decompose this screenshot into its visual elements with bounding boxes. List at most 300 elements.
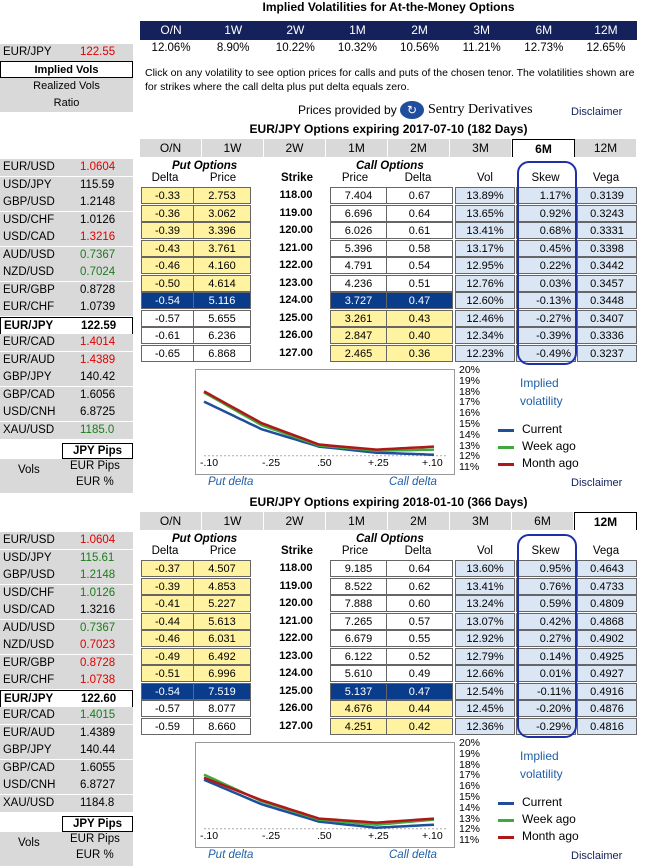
put-price-cell[interactable]: 5.227 — [193, 595, 251, 612]
pair-name: EUR/USD — [3, 534, 55, 546]
atm-tenor-3[interactable]: 1M — [349, 23, 366, 37]
tab-1w[interactable]: 1W — [202, 139, 264, 157]
x-tick-label: -.25 — [262, 830, 281, 842]
left-pair-usdchf[interactable] — [0, 585, 133, 602]
strike-cell: 118.00 — [279, 562, 313, 574]
atm-tenor-2[interactable]: 2W — [286, 23, 305, 37]
call-delta-cell[interactable]: 0.51 — [386, 275, 453, 292]
left-pair-gbpcad[interactable] — [0, 387, 133, 404]
left-pair-gbpjpy[interactable] — [0, 369, 133, 386]
put-delta-axis-label: Put delta — [208, 849, 254, 861]
call-price-cell[interactable]: 2.847 — [330, 327, 387, 344]
header-skew: Skew — [531, 545, 560, 557]
put-price-cell[interactable]: 6.031 — [193, 630, 251, 647]
left-pair-eurusd[interactable] — [0, 159, 133, 176]
call-delta-cell[interactable]: 0.64 — [386, 205, 453, 222]
atm-vol-2[interactable]: 10.22% — [275, 42, 315, 54]
vol-cell[interactable]: 13.17% — [455, 240, 515, 257]
header-vega: Vega — [592, 545, 620, 557]
put-delta-cell[interactable]: -0.65 — [141, 345, 194, 362]
call-delta-cell[interactable]: 0.44 — [386, 700, 453, 717]
put-price-cell[interactable]: 6.996 — [193, 665, 251, 682]
left-pair-eurgbp[interactable] — [0, 282, 133, 299]
put-price-cell[interactable]: 5.655 — [193, 310, 251, 327]
pair-name: GBP/JPY — [3, 371, 52, 383]
left-pair-xauusd[interactable] — [0, 422, 133, 439]
y-tick-label: 16% — [459, 407, 481, 420]
put-delta-cell[interactable]: -0.43 — [141, 240, 194, 257]
call-delta-cell[interactable]: 0.57 — [386, 613, 453, 630]
vega-cell[interactable]: 0.3398 — [577, 240, 637, 257]
atm-vol-7[interactable]: 12.65% — [586, 42, 626, 54]
put-price-cell[interactable]: 4.853 — [193, 578, 251, 595]
vega-cell[interactable]: 0.4868 — [577, 613, 637, 630]
call-delta-cell[interactable]: 0.61 — [386, 222, 453, 239]
skew-cell[interactable]: 0.27% — [516, 630, 576, 647]
vega-cell[interactable]: 0.3139 — [577, 187, 637, 204]
atm-tenor-1[interactable]: 1W — [224, 23, 243, 37]
header-vega: Vega — [592, 172, 620, 184]
vega-cell[interactable]: 0.3243 — [577, 205, 637, 222]
skew-cell[interactable]: -0.39% — [516, 327, 576, 344]
vega-cell[interactable]: 0.3442 — [577, 257, 637, 274]
put-delta-cell[interactable]: -0.39 — [141, 222, 194, 239]
tab-6m[interactable]: 6M — [512, 139, 575, 157]
put-delta-cell[interactable]: -0.54 — [141, 292, 194, 309]
put-options-label: Put Options — [172, 160, 238, 172]
pair-price: 1.0738 — [80, 674, 116, 686]
put-delta-cell[interactable]: -0.46 — [141, 630, 194, 647]
y-tick-label: 13% — [459, 439, 481, 452]
left-pair-usdcad[interactable] — [0, 602, 133, 619]
call-price-cell[interactable]: 4.791 — [330, 257, 387, 274]
atm-tenor-6[interactable]: 6M — [535, 23, 553, 37]
call-delta-cell[interactable]: 0.58 — [386, 240, 453, 257]
left-pair-eurchf[interactable] — [0, 299, 133, 316]
skew-cell[interactable]: -0.27% — [516, 310, 576, 327]
y-tick-label: 11% — [459, 461, 480, 474]
skew-cell[interactable]: -0.29% — [516, 718, 576, 735]
pair-price: 122.60 — [81, 692, 117, 705]
legend-swatch — [498, 446, 514, 449]
left-pair-gbpusd[interactable] — [0, 194, 133, 211]
vega-cell[interactable]: 0.4925 — [577, 648, 637, 665]
skew-cell[interactable]: 0.42% — [516, 613, 576, 630]
skew-cell[interactable]: -0.20% — [516, 700, 576, 717]
sentry-logo-icon: ↻ — [400, 101, 424, 119]
left-pair-usdchf[interactable] — [0, 212, 133, 229]
call-delta-cell[interactable]: 0.43 — [386, 310, 453, 327]
call-price-cell[interactable]: 3.261 — [330, 310, 387, 327]
implied-vols-button[interactable]: Implied Vols — [0, 61, 133, 78]
strike-cell: 127.00 — [279, 719, 313, 732]
put-delta-cell[interactable]: -0.33 — [141, 187, 194, 204]
disclaimer-link-top[interactable]: Disclaimer — [571, 106, 623, 118]
put-price-cell[interactable]: 4.160 — [193, 257, 251, 274]
panel-title: EUR/JPY Options expiring 2017-07-10 (182 Days) — [249, 122, 528, 136]
strike-cell: 122.00 — [279, 259, 313, 271]
call-delta-cell[interactable]: 0.60 — [386, 595, 453, 612]
pair-price: 1.6055 — [80, 761, 116, 774]
legend-title: Implied volatility — [520, 376, 563, 408]
pips-button[interactable]: JPY Pips — [62, 816, 133, 832]
call-price-cell[interactable]: 8.522 — [330, 578, 387, 595]
call-delta-cell[interactable]: 0.47 — [386, 292, 453, 309]
pips-button[interactable]: JPY Pips — [62, 443, 133, 459]
header-put-delta: Delta — [151, 545, 179, 557]
eur-percent-button[interactable]: EUR % — [76, 476, 114, 488]
strike-cell: 121.00 — [279, 241, 313, 254]
call-price-cell[interactable]: 4.236 — [330, 275, 387, 292]
call-delta-cell[interactable]: 0.42 — [386, 718, 453, 735]
pair-name: USD/JPY — [3, 178, 52, 191]
skew-cell[interactable]: 0.01% — [516, 665, 576, 682]
vol-cell[interactable]: 12.46% — [455, 310, 515, 327]
vol-cell[interactable]: 13.41% — [455, 222, 515, 239]
call-price-cell[interactable]: 6.122 — [330, 648, 387, 665]
pair-price: 1.2148 — [80, 196, 116, 208]
left-pair-nzdusd[interactable] — [0, 637, 133, 654]
pair-name: EUR/GBP — [3, 656, 55, 669]
left-pair-audusd[interactable] — [0, 620, 133, 637]
put-price-cell[interactable]: 3.062 — [193, 205, 251, 222]
call-delta-cell[interactable]: 0.64 — [386, 560, 453, 577]
left-pair-eurusd[interactable] — [0, 532, 133, 549]
series-line-week-ago — [204, 392, 434, 450]
left-pair-xauusd[interactable] — [0, 795, 133, 812]
vol-cell[interactable]: 12.76% — [455, 275, 515, 292]
put-delta-cell[interactable]: -0.50 — [141, 275, 194, 292]
vols-label[interactable]: Vols — [18, 837, 40, 849]
vega-cell[interactable]: 0.4809 — [577, 595, 637, 612]
vega-cell[interactable]: 0.4643 — [577, 560, 637, 577]
put-price-cell[interactable]: 5.116 — [193, 292, 251, 309]
pair-price: 1.2148 — [80, 569, 116, 581]
vol-cell[interactable]: 12.95% — [455, 257, 515, 274]
legend-entry: Month ago — [522, 456, 579, 470]
skew-cell[interactable]: 0.45% — [516, 240, 576, 257]
y-tick-label: 12% — [459, 450, 481, 463]
left-pair-eurcad[interactable] — [0, 334, 133, 351]
vol-cell[interactable]: 12.45% — [455, 700, 515, 717]
tab-12m[interactable]: 12M — [574, 512, 637, 530]
left-pair-euraud[interactable] — [0, 352, 133, 369]
pair-name: NZD/USD — [3, 266, 55, 278]
vol-cell[interactable]: 13.41% — [455, 578, 515, 595]
strike-cell: 119.00 — [279, 206, 313, 219]
atm-tenor-0[interactable]: O/N — [160, 23, 182, 37]
pair-name: EUR/CHF — [3, 301, 55, 313]
put-price-cell[interactable]: 8.077 — [193, 700, 251, 717]
put-price-cell[interactable]: 6.492 — [193, 648, 251, 665]
put-delta-cell[interactable]: -0.57 — [141, 310, 194, 327]
call-price-cell[interactable]: 7.265 — [330, 613, 387, 630]
series-line-month-ago — [204, 778, 434, 823]
vol-cell[interactable]: 13.60% — [455, 560, 515, 577]
skew-cell[interactable]: -0.49% — [516, 345, 576, 362]
call-price-cell[interactable]: 5.610 — [330, 665, 387, 682]
series-line-week-ago — [204, 775, 434, 825]
skew-cell[interactable]: 1.17% — [516, 187, 576, 204]
put-delta-cell[interactable]: -0.54 — [141, 683, 194, 700]
tab-6m[interactable]: 6M — [512, 512, 574, 530]
header-put-delta: Delta — [151, 172, 179, 184]
put-price-cell[interactable]: 3.761 — [193, 240, 251, 257]
put-delta-cell[interactable]: -0.39 — [141, 578, 194, 595]
call-price-cell[interactable]: 5.396 — [330, 240, 387, 257]
left-pair-usdjpy[interactable] — [0, 177, 133, 194]
call-delta-axis-label: Call delta — [389, 849, 437, 861]
vega-cell[interactable]: 0.3336 — [577, 327, 637, 344]
vega-cell[interactable]: 0.4816 — [577, 718, 637, 735]
vol-cell[interactable]: 12.66% — [455, 665, 515, 682]
vol-cell[interactable]: 12.60% — [455, 292, 515, 309]
pair-price: 1.0126 — [80, 586, 116, 599]
vols-label[interactable]: Vols — [18, 464, 40, 476]
header-put-price: Price — [209, 545, 237, 557]
strike-cell: 126.00 — [279, 702, 313, 714]
call-price-cell[interactable]: 7.404 — [330, 187, 387, 204]
put-price-cell[interactable]: 2.753 — [193, 187, 251, 204]
pair-name: XAU/USD — [3, 423, 55, 436]
call-price-cell[interactable]: 2.465 — [330, 345, 387, 362]
vol-cell[interactable]: 12.54% — [455, 683, 515, 700]
put-delta-cell[interactable]: -0.59 — [141, 718, 194, 735]
call-delta-cell[interactable]: 0.52 — [386, 648, 453, 665]
call-delta-cell[interactable]: 0.40 — [386, 327, 453, 344]
y-tick-label: 17% — [459, 769, 481, 782]
pair-name: EUR/JPY — [4, 319, 54, 332]
put-price-cell[interactable]: 7.519 — [193, 683, 251, 700]
pair-price: 115.61 — [80, 551, 115, 564]
put-price-cell[interactable]: 5.613 — [193, 613, 251, 630]
vol-cell[interactable]: 13.24% — [455, 595, 515, 612]
call-price-cell[interactable]: 7.888 — [330, 595, 387, 612]
call-price-cell[interactable]: 6.679 — [330, 630, 387, 647]
pair-name: AUD/USD — [3, 248, 55, 261]
put-price-cell[interactable]: 8.660 — [193, 718, 251, 735]
legend-title: Implied volatility — [520, 749, 563, 781]
tab-2w[interactable]: 2W — [264, 512, 326, 530]
atm-tenor-7[interactable]: 12M — [594, 23, 618, 37]
atm-tenor-4[interactable]: 2M — [411, 23, 428, 37]
put-delta-cell[interactable]: -0.51 — [141, 665, 194, 682]
left-pair-usdcnh[interactable] — [0, 404, 133, 421]
skew-cell[interactable]: 0.76% — [516, 578, 576, 595]
x-tick-label: -.10 — [200, 457, 219, 469]
provider-name[interactable]: Sentry Derivatives — [428, 102, 533, 117]
tab-12m[interactable]: 12M — [575, 139, 637, 157]
x-tick-label: +.25 — [368, 830, 389, 842]
vega-cell[interactable]: 0.3407 — [577, 310, 637, 327]
tab-2m[interactable]: 2M — [388, 512, 450, 530]
atm-vol-0[interactable]: 12.06% — [151, 42, 191, 54]
call-delta-cell[interactable]: 0.67 — [386, 187, 453, 204]
vol-cell[interactable]: 12.92% — [455, 630, 515, 647]
put-price-cell[interactable]: 6.868 — [193, 345, 251, 362]
skew-cell[interactable]: 0.92% — [516, 205, 576, 222]
skew-cell[interactable]: 0.14% — [516, 648, 576, 665]
tab-1m[interactable]: 1M — [326, 139, 388, 157]
call-delta-cell[interactable]: 0.36 — [386, 345, 453, 362]
put-delta-cell[interactable]: -0.61 — [141, 327, 194, 344]
pair-price: 1.0604 — [80, 534, 116, 546]
atm-tenor-5[interactable]: 3M — [473, 23, 491, 37]
vol-cell[interactable]: 12.34% — [455, 327, 515, 344]
header-call-delta: Delta — [404, 545, 432, 557]
y-tick-label: 20% — [459, 737, 481, 749]
left-pair-euraud[interactable] — [0, 725, 133, 742]
left-pair-gbpjpy[interactable] — [0, 742, 133, 759]
put-price-cell[interactable]: 3.396 — [193, 222, 251, 239]
pair-name: USD/CNH — [3, 406, 56, 418]
tenor-tabs — [140, 512, 637, 530]
call-price-cell[interactable]: 9.185 — [330, 560, 387, 577]
call-delta-cell[interactable]: 0.62 — [386, 578, 453, 595]
pair-price: 1.0739 — [80, 301, 116, 313]
vol-cell[interactable]: 13.89% — [455, 187, 515, 204]
pair-name: USD/CNH — [3, 779, 56, 791]
left-pair-eurjpy[interactable] — [0, 317, 133, 335]
pair-name: XAU/USD — [3, 796, 55, 809]
y-tick-label: 18% — [459, 385, 481, 398]
pair-price: 1.0604 — [80, 161, 116, 173]
eur-pips-button[interactable]: EUR Pips — [70, 833, 120, 845]
main-title: Implied Volatilities for At-the-Money Options — [262, 0, 515, 14]
put-delta-cell[interactable]: -0.37 — [141, 560, 194, 577]
call-price-cell[interactable]: 6.696 — [330, 205, 387, 222]
y-tick-label: 13% — [459, 812, 481, 825]
put-delta-cell[interactable]: -0.41 — [141, 595, 194, 612]
tab-on[interactable]: O/N — [140, 512, 202, 530]
vol-cell[interactable]: 12.23% — [455, 345, 515, 362]
put-delta-cell[interactable]: -0.36 — [141, 205, 194, 222]
skew-cell[interactable]: 0.95% — [516, 560, 576, 577]
disclaimer-link[interactable]: Disclaimer — [571, 477, 623, 489]
left-pair-usdjpy[interactable] — [0, 550, 133, 567]
call-price-cell[interactable]: 4.251 — [330, 718, 387, 735]
tab-3m[interactable]: 3M — [450, 139, 512, 157]
legend-entry: Current — [522, 795, 563, 809]
vega-cell[interactable]: 0.4876 — [577, 700, 637, 717]
header-strike: Strike — [281, 545, 313, 557]
call-price-cell[interactable]: 5.137 — [330, 683, 387, 700]
tab-2w[interactable]: 2W — [264, 139, 326, 157]
left-pair-eurchf[interactable] — [0, 672, 133, 689]
tab-1w[interactable]: 1W — [202, 512, 264, 530]
eur-pips-button[interactable]: EUR Pips — [70, 460, 120, 472]
left-pair-gbpcad[interactable] — [0, 760, 133, 777]
x-tick-label: +.25 — [368, 457, 389, 469]
put-delta-cell[interactable]: -0.49 — [141, 648, 194, 665]
vega-cell[interactable]: 0.3448 — [577, 292, 637, 309]
atm-values — [140, 40, 637, 57]
put-delta-cell[interactable]: -0.46 — [141, 257, 194, 274]
pair-name: USD/CHF — [3, 586, 55, 599]
pair-price: 0.8728 — [80, 656, 116, 669]
put-delta-cell[interactable]: -0.44 — [141, 613, 194, 630]
strike-cell: 120.00 — [279, 597, 313, 609]
vega-cell[interactable]: 0.3457 — [577, 275, 637, 292]
atm-table — [140, 21, 637, 57]
call-delta-cell[interactable]: 0.47 — [386, 683, 453, 700]
vega-cell[interactable]: 0.4733 — [577, 578, 637, 595]
put-price-cell[interactable]: 4.614 — [193, 275, 251, 292]
put-price-cell[interactable]: 4.507 — [193, 560, 251, 577]
left-pair-row[interactable] — [0, 44, 133, 61]
left-pair-eurjpy[interactable] — [0, 690, 133, 708]
call-price-cell[interactable]: 6.026 — [330, 222, 387, 239]
header-strike: Strike — [281, 172, 313, 184]
pair-name: GBP/JPY — [3, 744, 52, 756]
disclaimer-link[interactable]: Disclaimer — [571, 850, 623, 862]
vol-cell[interactable]: 13.07% — [455, 613, 515, 630]
strike-cell: 122.00 — [279, 632, 313, 644]
left-pair-nzdusd[interactable] — [0, 264, 133, 281]
skew-cell[interactable]: 0.22% — [516, 257, 576, 274]
vega-cell[interactable]: 0.3237 — [577, 345, 637, 362]
y-tick-label: 11% — [459, 834, 480, 847]
header-vol: Vol — [477, 545, 493, 557]
skew-cell[interactable]: 0.68% — [516, 222, 576, 239]
vega-cell[interactable]: 0.4927 — [577, 665, 637, 682]
put-delta-cell[interactable]: -0.57 — [141, 700, 194, 717]
left-pair-usdcnh[interactable] — [0, 777, 133, 794]
pair-name: EUR/CAD — [3, 709, 55, 721]
vol-cell[interactable]: 12.79% — [455, 648, 515, 665]
atm-vol-1[interactable]: 8.90% — [216, 42, 250, 54]
left-pair-eurcad[interactable] — [0, 707, 133, 724]
atm-vol-3[interactable]: 10.32% — [337, 42, 377, 54]
skew-cell[interactable]: -0.13% — [516, 292, 576, 309]
vega-cell[interactable]: 0.3331 — [577, 222, 637, 239]
y-tick-label: 15% — [459, 418, 481, 430]
tab-2m[interactable]: 2M — [388, 139, 450, 157]
eur-percent-button[interactable]: EUR % — [76, 849, 114, 861]
vega-cell[interactable]: 0.4902 — [577, 630, 637, 647]
left-pair-audusd[interactable] — [0, 247, 133, 264]
put-price-cell[interactable]: 6.236 — [193, 327, 251, 344]
panel-title: EUR/JPY Options expiring 2018-01-10 (366 Days) — [249, 495, 528, 509]
call-delta-cell[interactable]: 0.55 — [386, 630, 453, 647]
call-delta-cell[interactable]: 0.54 — [386, 257, 453, 274]
tab-1m[interactable]: 1M — [326, 512, 388, 530]
left-pair-gbpusd[interactable] — [0, 567, 133, 584]
vol-cell[interactable]: 13.65% — [455, 205, 515, 222]
atm-vol-5[interactable]: 11.21% — [462, 42, 501, 54]
call-delta-cell[interactable]: 0.49 — [386, 665, 453, 682]
call-price-cell[interactable]: 3.727 — [330, 292, 387, 309]
x-tick-label: .50 — [317, 457, 332, 469]
left-pair-eurgbp[interactable] — [0, 655, 133, 672]
skew-cell[interactable]: 0.59% — [516, 595, 576, 612]
header-vol: Vol — [477, 172, 493, 184]
call-price-cell[interactable]: 4.676 — [330, 700, 387, 717]
atm-vol-4[interactable]: 10.56% — [400, 42, 440, 54]
realized-vols-button[interactable]: Realized Vols — [0, 78, 133, 95]
vol-cell[interactable]: 12.36% — [455, 718, 515, 735]
ratio-button[interactable]: Ratio — [0, 95, 133, 112]
tab-3m[interactable]: 3M — [450, 512, 512, 530]
skew-cell[interactable]: -0.11% — [516, 683, 576, 700]
tab-on[interactable]: O/N — [140, 139, 202, 157]
pair-name: USD/CAD — [3, 231, 55, 243]
atm-header — [140, 21, 637, 40]
left-pair-usdcad[interactable] — [0, 229, 133, 246]
skew-cell[interactable]: 0.03% — [516, 275, 576, 292]
atm-vol-6[interactable]: 12.73% — [524, 42, 564, 54]
vega-cell[interactable]: 0.4916 — [577, 683, 637, 700]
